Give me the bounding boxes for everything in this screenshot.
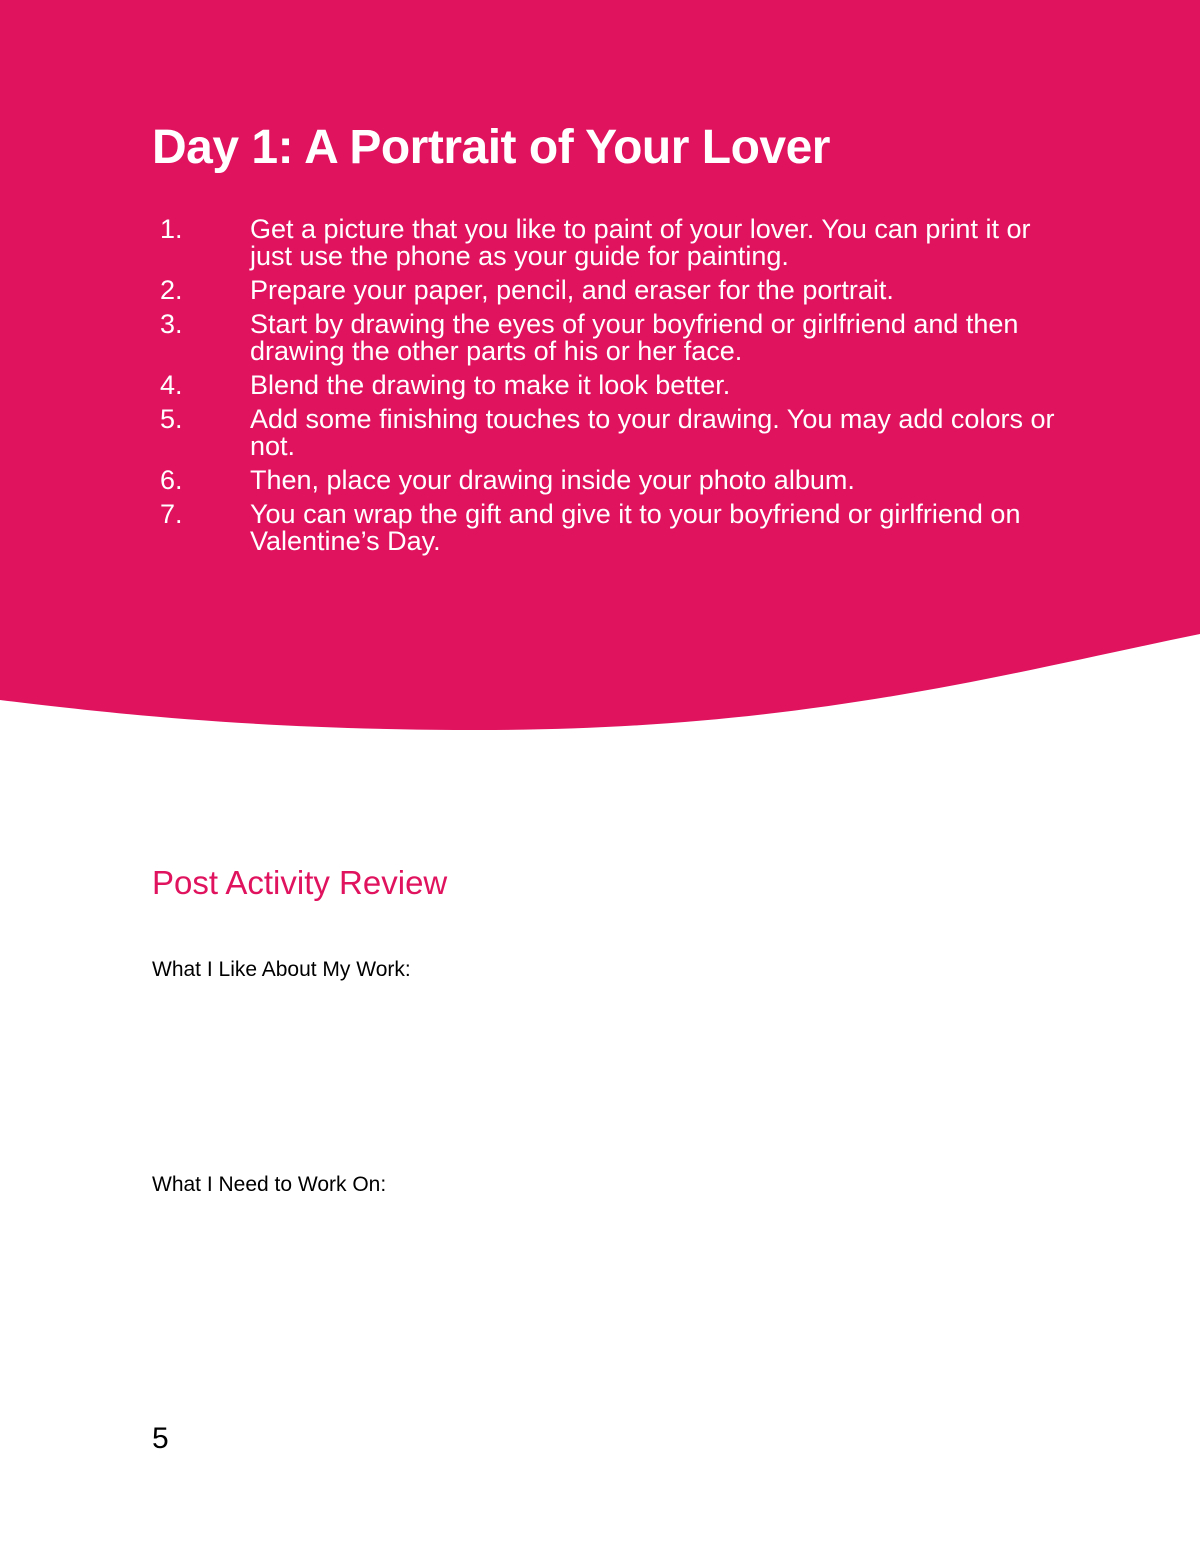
review-heading: Post Activity Review	[152, 864, 448, 901]
page-number: 5	[152, 1422, 169, 1455]
like-label: What I Like About My Work:	[152, 958, 411, 981]
list-item: 3. Start by drawing the eyes of your boyfriend or girlfriend and then drawing the other parts of his or her face.	[160, 309, 1019, 366]
page-title: Day 1: A Portrait of Your Lover	[152, 121, 830, 174]
list-item: 7. You can wrap the gift and give it to your boyfriend or girlfriend on Valentine’s Day.	[160, 499, 1021, 556]
steps-list	[150, 216, 1070, 562]
list-item: 6. Then, place your drawing inside your photo album.	[160, 465, 855, 495]
work-on-label: What I Need to Work On:	[152, 1173, 387, 1196]
list-item: 5. Add some finishing touches to your drawing. You may add colors or not.	[160, 404, 1055, 461]
list-item: 1. Get a picture that you like to paint of your lover. You can print it or just use the phone as your guide for painting.	[160, 214, 1031, 271]
list-item: 2. Prepare your paper, pencil, and eraser for the portrait.	[160, 275, 894, 305]
list-item: 4. Blend the drawing to make it look better.	[160, 370, 731, 400]
